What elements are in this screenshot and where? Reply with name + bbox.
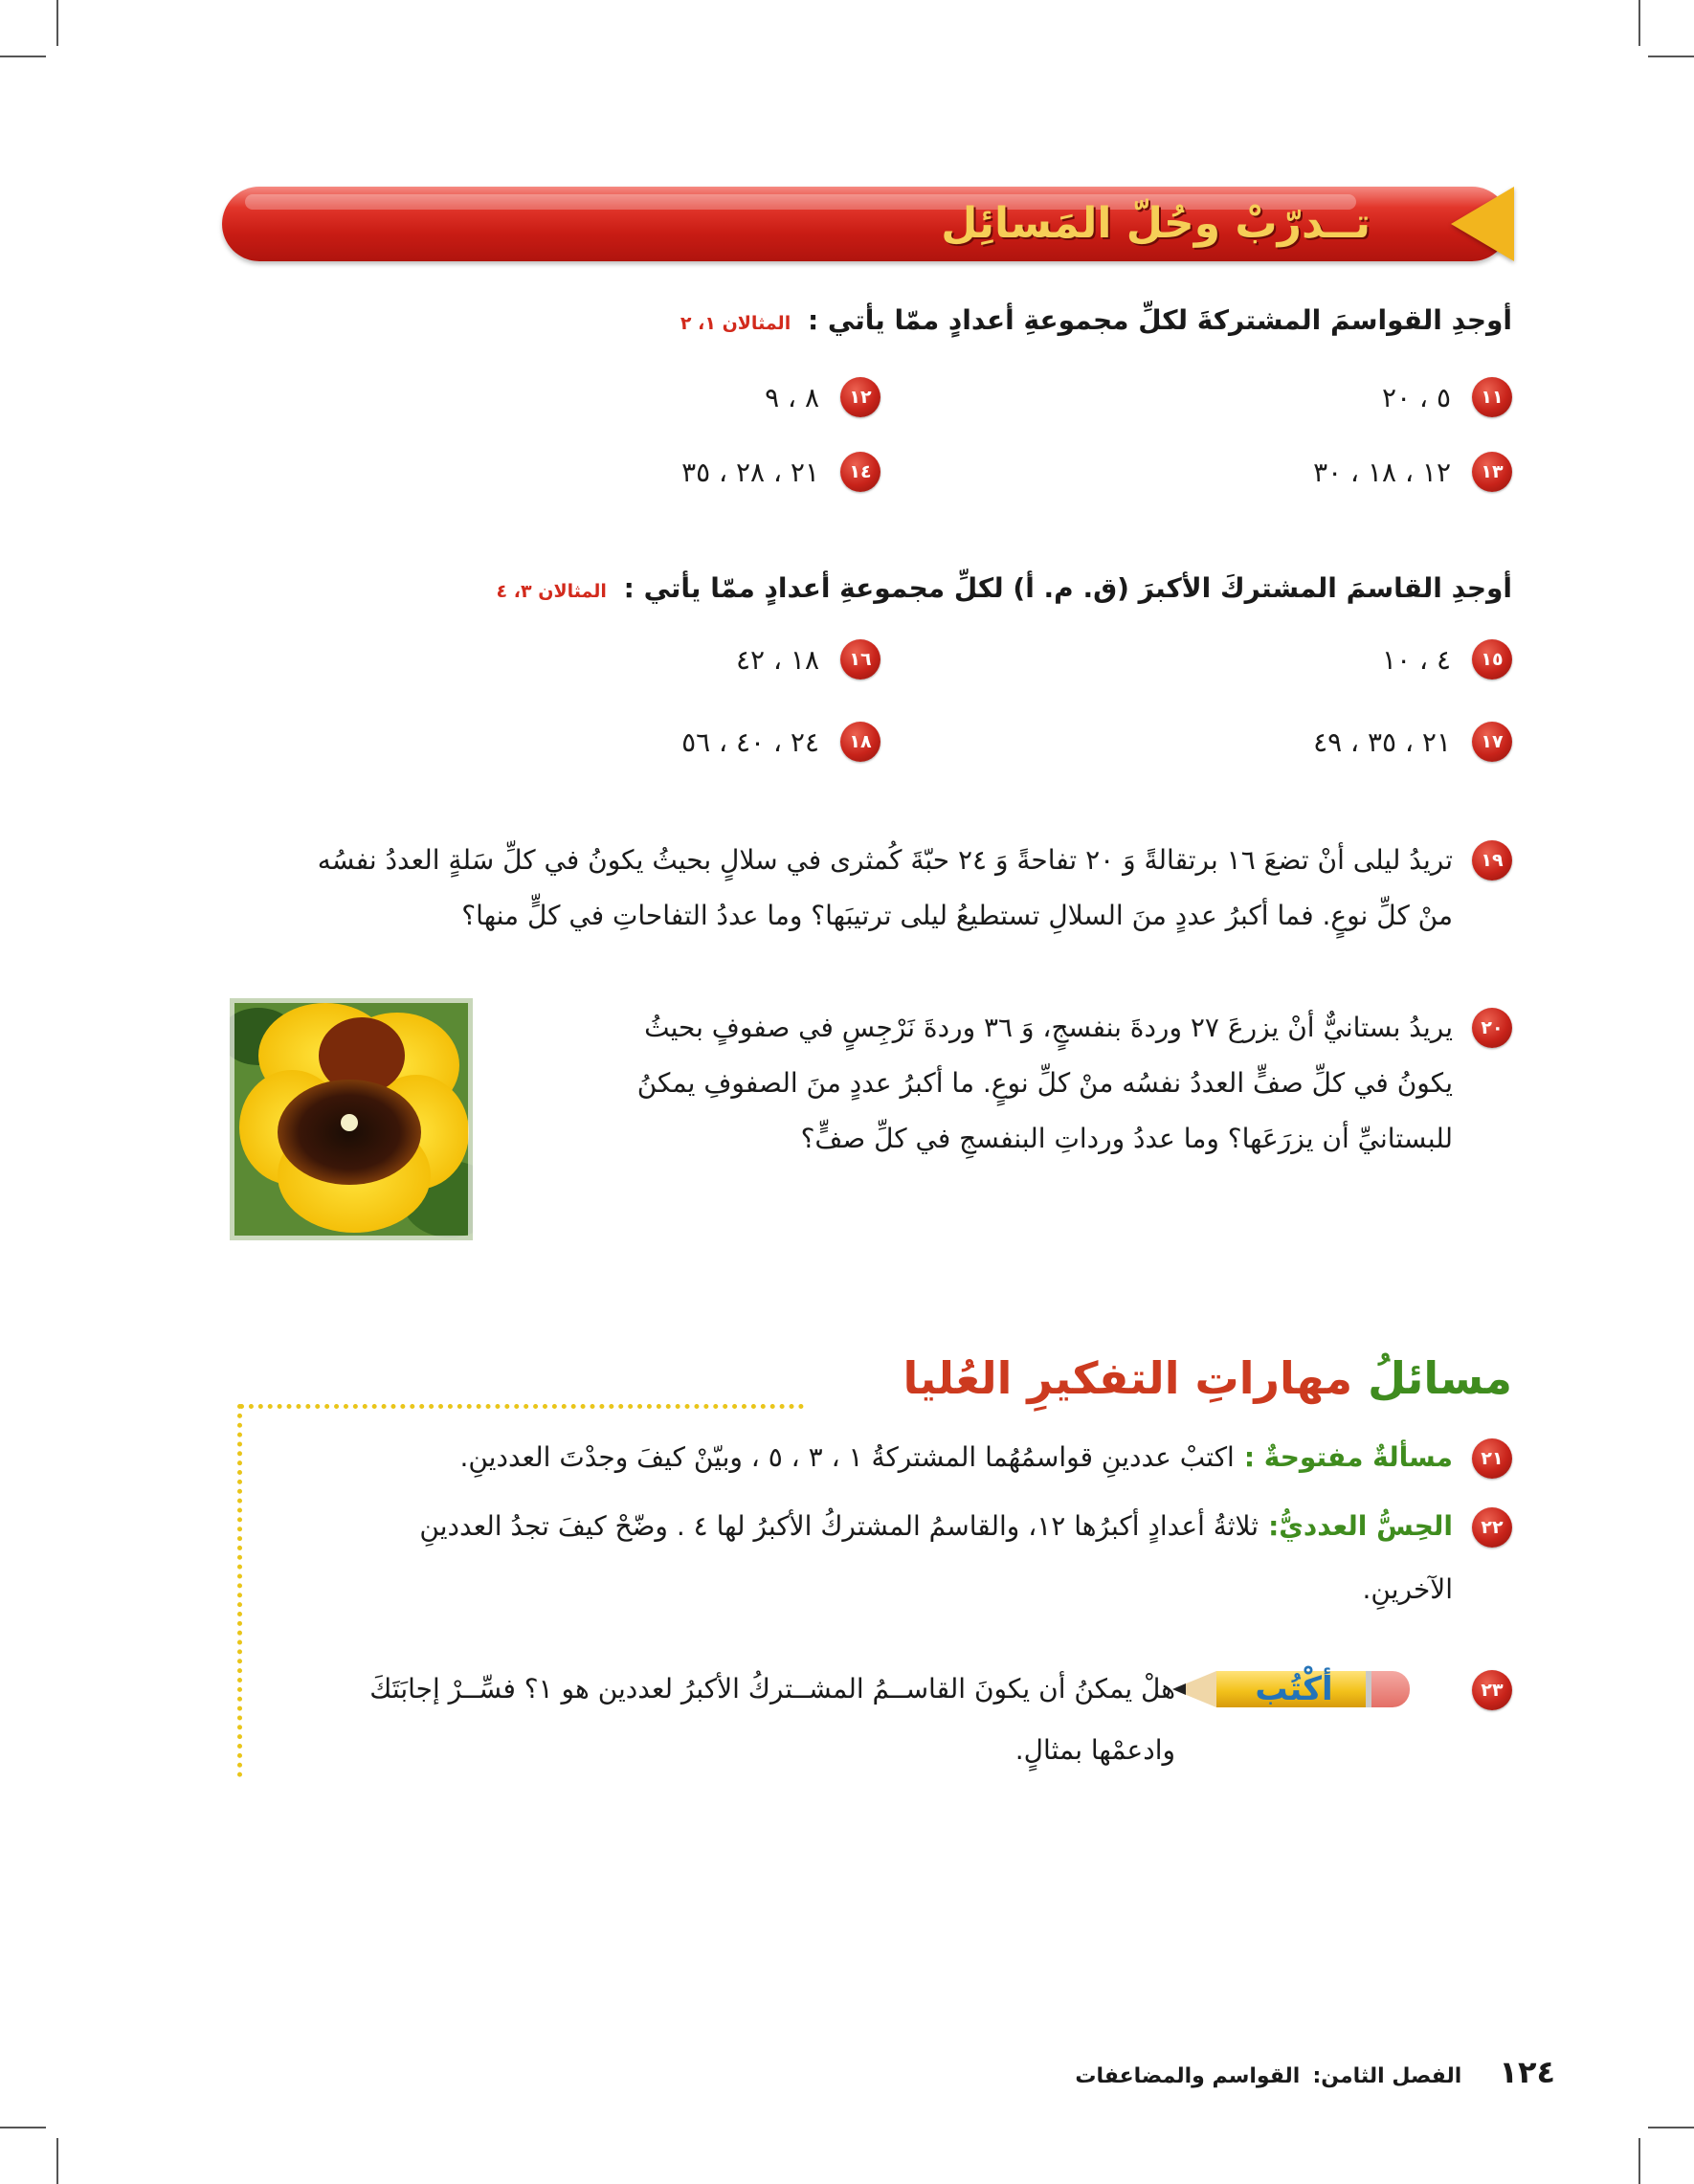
exercise-numbers: ١٢ ، ١٨ ، ٣٠: [1313, 456, 1451, 488]
exercise-item: [765, 373, 880, 421]
hots-section-title: [903, 1345, 1512, 1412]
page-number: ١٢٤: [1499, 2054, 1555, 2090]
problem-line: يكونُ في كلِّ صفٍّ العددُ نفسُه منْ كلِّ نوعٍ. ما أكبرُ عددٍ منَ الصفوفِ يمكنُ: [636, 1067, 1453, 1099]
exercise-item: [1313, 448, 1512, 496]
dotted-border-top: [239, 1404, 804, 1409]
exercise-item: [1382, 635, 1512, 683]
exercise-number-badge: ٢٢: [1472, 1507, 1512, 1548]
exercise-numbers: ١٨ ، ٤٢: [736, 643, 819, 676]
question-text: الآخرينِ.: [1362, 1573, 1453, 1605]
triangle-arrow-icon: [1447, 187, 1514, 261]
instruction-text: أوجدِ القاسمَ المشتركَ الأكبرَ (ق. م. أ) لكلِّ مجموعةِ أعدادٍ ممّا يأتي :: [623, 572, 1512, 604]
crop-mark: [0, 2127, 46, 2128]
exercise-number-badge: ١٧: [1472, 722, 1512, 762]
example-reference: المثالان ١، ٢: [680, 313, 791, 334]
exercise-numbers: ٢١ ، ٣٥ ، ٤٩: [1313, 725, 1451, 758]
exercise-number-badge: ٢٣: [1472, 1670, 1512, 1710]
crop-mark: [1648, 2127, 1694, 2128]
exercise-number-badge: ١٣: [1472, 452, 1512, 492]
exercise-item: [1382, 373, 1512, 421]
crop-mark: [1638, 0, 1640, 46]
problem-line: تريدُ ليلى أنْ تضعَ ١٦ برتقالةً وَ ٢٠ تفاحةً وَ ٢٤ حبّةَ كُمثرى في سلالٍ بحيثُ يكونُ في كلِّ سَلةٍ العددُ نفسُه: [317, 844, 1453, 876]
exercise-number-badge: ٢١: [1472, 1438, 1512, 1479]
problem-line: يريدُ بستانيٌّ أنْ يزرعَ ٢٧ وردةَ بنفسجٍ، وَ ٣٦ وردةَ نَرْجِسٍ في صفوفٍ بحيثُ: [644, 1012, 1453, 1043]
hots-title-part2: مهاراتِ التفكيرِ العُليا: [903, 1352, 1353, 1404]
word-problem-20: [517, 1000, 1512, 1167]
pansy-flower-drawing: [230, 998, 473, 1240]
exercise-numbers: ٨ ، ٩: [765, 381, 819, 413]
crop-mark: [1648, 56, 1694, 57]
instruction-gcf: [497, 565, 1512, 613]
exercise-item: [1313, 718, 1512, 766]
exercise-numbers: ٢١ ، ٢٨ ، ٣٥: [681, 456, 819, 488]
section-banner: [222, 187, 1509, 261]
exercise-number-badge: ١٢: [840, 377, 880, 417]
question-text: هلْ يمكنُ أن يكونَ القاســمُ المشــتركُ الأكبرُ لعددين هو ١؟ فسِّــرْ إجابَتَكَ: [369, 1673, 1175, 1705]
hots-question-21: [239, 1431, 1512, 1484]
question-text: اكتبْ عددينِ قواسمُهُما المشتركةُ ١ ، ٣ ، ٥ ، وبيّنْ كيفَ وجدْتَ العددينِ.: [459, 1441, 1235, 1473]
hots-question-22: [239, 1500, 1512, 1616]
question-keyword: الحِسُّ العدديُّ:: [1268, 1510, 1453, 1542]
pencil-icon: [1163, 1665, 1410, 1713]
question-text: ثلاثةُ أعدادٍ أكبرُها ١٢، والقاسمُ المشتركُ الأكبرُ لها ٤ . وضّحْ كيفَ تجدُ العددينِ: [419, 1510, 1259, 1542]
exercise-number-badge: ١٥: [1472, 639, 1512, 680]
crop-mark: [56, 0, 58, 46]
exercise-number-badge: ٢٠: [1472, 1008, 1512, 1048]
hots-title-part1: مسائلُ: [1368, 1352, 1512, 1404]
question-text: وادعمْها بمثالٍ.: [1014, 1734, 1175, 1766]
exercise-numbers: ٤ ، ١٠: [1382, 643, 1451, 676]
question-keyword: مسألةٌ مفتوحةٌ :: [1243, 1441, 1453, 1473]
exercise-item: [681, 718, 880, 766]
write-tag-label: أكْتُب: [1255, 1670, 1333, 1708]
exercise-number-badge: ١٩: [1472, 840, 1512, 880]
exercise-number-badge: ١٦: [840, 639, 880, 680]
exercise-numbers: ٥ ، ٢٠: [1382, 381, 1451, 413]
chapter-name: القواسم والمضاعفات: [1075, 2064, 1301, 2088]
crop-mark: [0, 56, 46, 57]
instruction-text: أوجدِ القواسمَ المشتركةَ لكلِّ مجموعةِ أعدادٍ ممّا يأتي :: [807, 304, 1512, 336]
exercise-numbers: ٢٤ ، ٤٠ ، ٥٦: [681, 725, 819, 758]
exercise-item: [736, 635, 880, 683]
word-problem-19: [230, 833, 1512, 944]
example-reference: المثالان ٣، ٤: [496, 581, 607, 602]
exercise-number-badge: ١١: [1472, 377, 1512, 417]
crop-mark: [1638, 2138, 1640, 2184]
chapter-label: الفصل الثامن:: [1312, 2064, 1462, 2088]
crop-mark: [56, 2138, 58, 2184]
exercise-item: [681, 448, 880, 496]
problem-line: منْ كلِّ نوعٍ. فما أكبرُ عددٍ منَ السلالِ تستطيعُ ليلى ترتيبَها؟ وما عددُ التفاحاتِ في كلٍّ منها؟: [461, 900, 1453, 931]
problem-line: للبستانيِّ أن يزرَعَها؟ وما عددُ ورداتِ البنفسجِ في كلِّ صفٍّ؟: [800, 1123, 1453, 1154]
pansy-flower-photo: [230, 998, 473, 1240]
exercise-number-badge: ١٨: [840, 722, 880, 762]
exercise-number-badge: ١٤: [840, 452, 880, 492]
instruction-common-divisors: [680, 297, 1512, 345]
page-footer: [1075, 2053, 1555, 2091]
banner-title: تــدرّبْ وحُلّ المَسائِل: [941, 199, 1371, 248]
